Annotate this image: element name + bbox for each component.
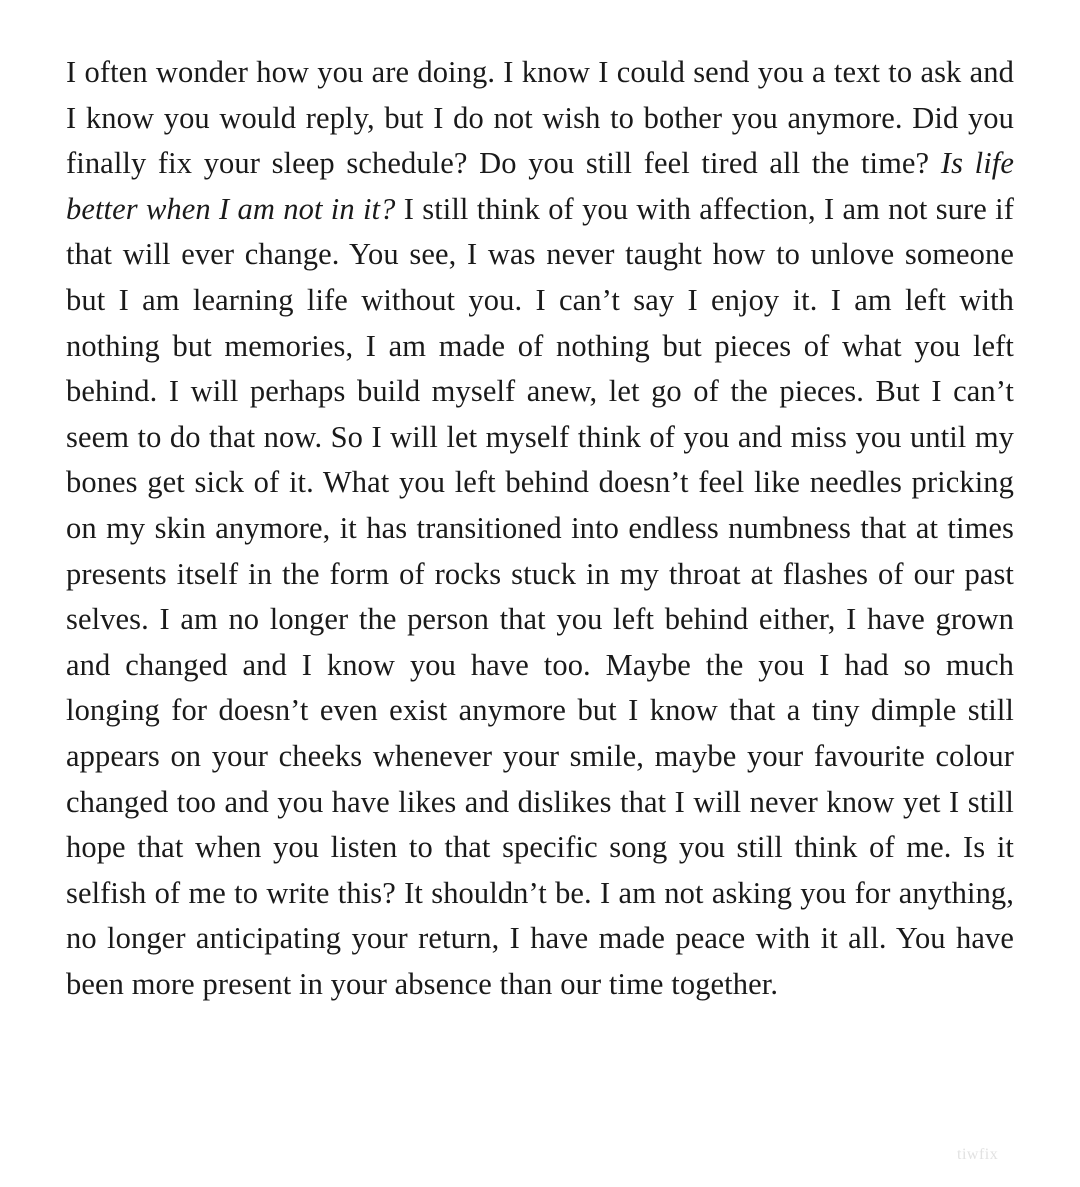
prose-text-end: I still think of you with affection, I am not sure if that will ever change. You see, I was never taught how to unlove someone but I am learning life without you. I can’t say I enjoy it. I am left with nothing but memories, I am made of nothing but pieces of what you left behind. I will perhaps build myself anew, let go of the pieces. But I can’t seem to do that now. So I will let myself think of you and miss you until my bones get sick of it. What you left behind doesn’t feel like needles pricking on my skin anymore, it has transitioned into endless numbness that at times presents itself in the form of rocks stuck in my throat at flashes of our past selves. I am no longer the person that you left behind either, I have grown and changed and I know you have too. Maybe the you I had so much longing for doesn’t even exist anymore but I know that a tiny dimple still appears on your cheeks whenever your smile, maybe your favourite colour changed too and you have likes and dislikes that I will never know yet I still hope that when you listen to that specific song you still think of me. Is it selfish of me to write this? It shouldn’t be. I am not asking you for anything, no longer anticipating your return, I have made peace with it all. You have been more present in your absence than our time together.: [66, 191, 1014, 1001]
prose-paragraph: [66, 50, 1014, 1007]
text-page: [66, 50, 1014, 1007]
prose-italic-question: Is life better when I am not in it?: [66, 146, 1014, 226]
watermark: tiwfix: [957, 1146, 999, 1163]
prose-text-start: I often wonder how you are doing. I know I could send you a text to ask and I know you would reply, but I do not wish to bother you anymore. Did you finally fix your sleep schedule? Do you still feel tired all the time?: [66, 55, 1014, 181]
